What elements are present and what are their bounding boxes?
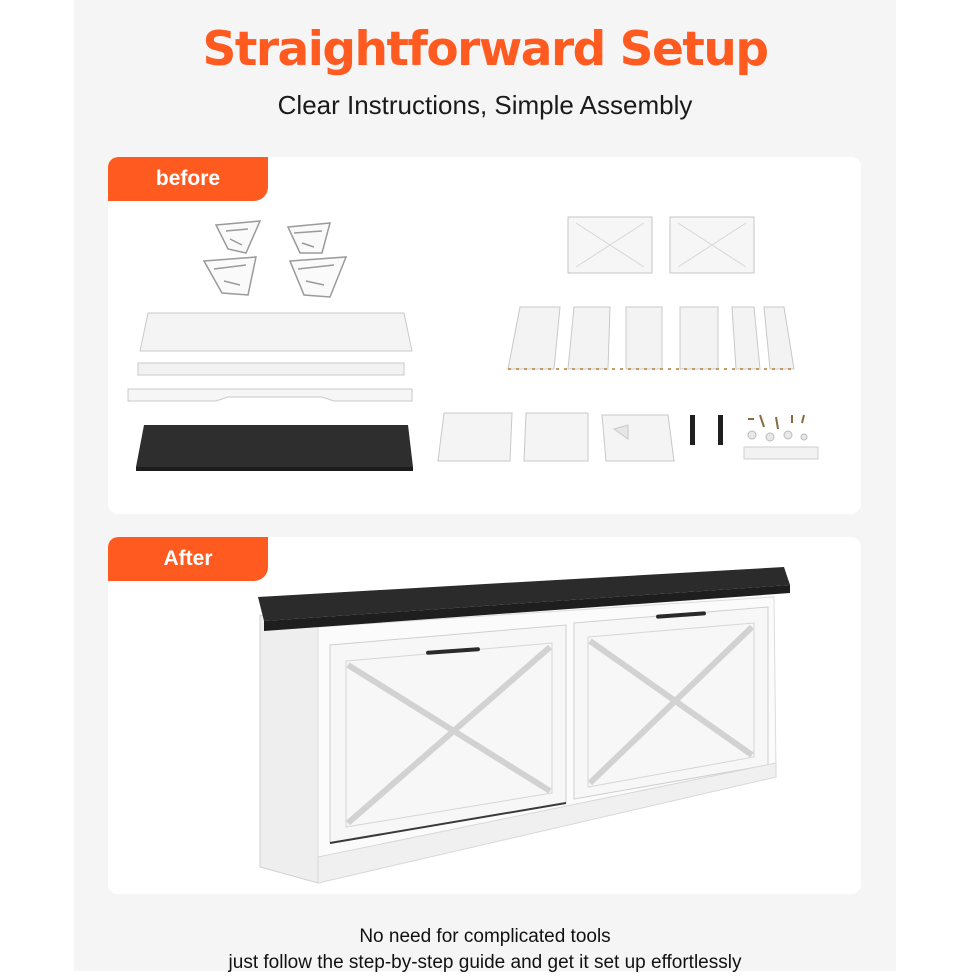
before-panel <box>108 157 861 514</box>
footer-line-2: just follow the step-by-step guide and get it set up effortlessly <box>228 952 742 973</box>
shelf-brackets <box>204 221 346 297</box>
page-subtitle: Clear Instructions, Simple Assembly <box>277 90 693 120</box>
small-panels <box>438 413 674 461</box>
hardware-kit <box>690 415 818 459</box>
after-tag: After <box>108 537 268 581</box>
assembled-bench-illustration <box>108 537 861 894</box>
before-tag: before <box>108 157 268 201</box>
cabinet-doors <box>568 217 754 273</box>
after-panel <box>108 537 861 894</box>
unassembled-parts-illustration <box>108 157 861 514</box>
bench-cabinet <box>260 589 776 883</box>
footer-text <box>0 924 970 976</box>
page-title: Straightforward Setup <box>202 22 768 77</box>
long-boards <box>128 313 412 401</box>
footer-line-1: No need for complicated tools <box>359 926 611 947</box>
side-panels <box>508 307 794 369</box>
seat-cushion <box>136 425 413 471</box>
